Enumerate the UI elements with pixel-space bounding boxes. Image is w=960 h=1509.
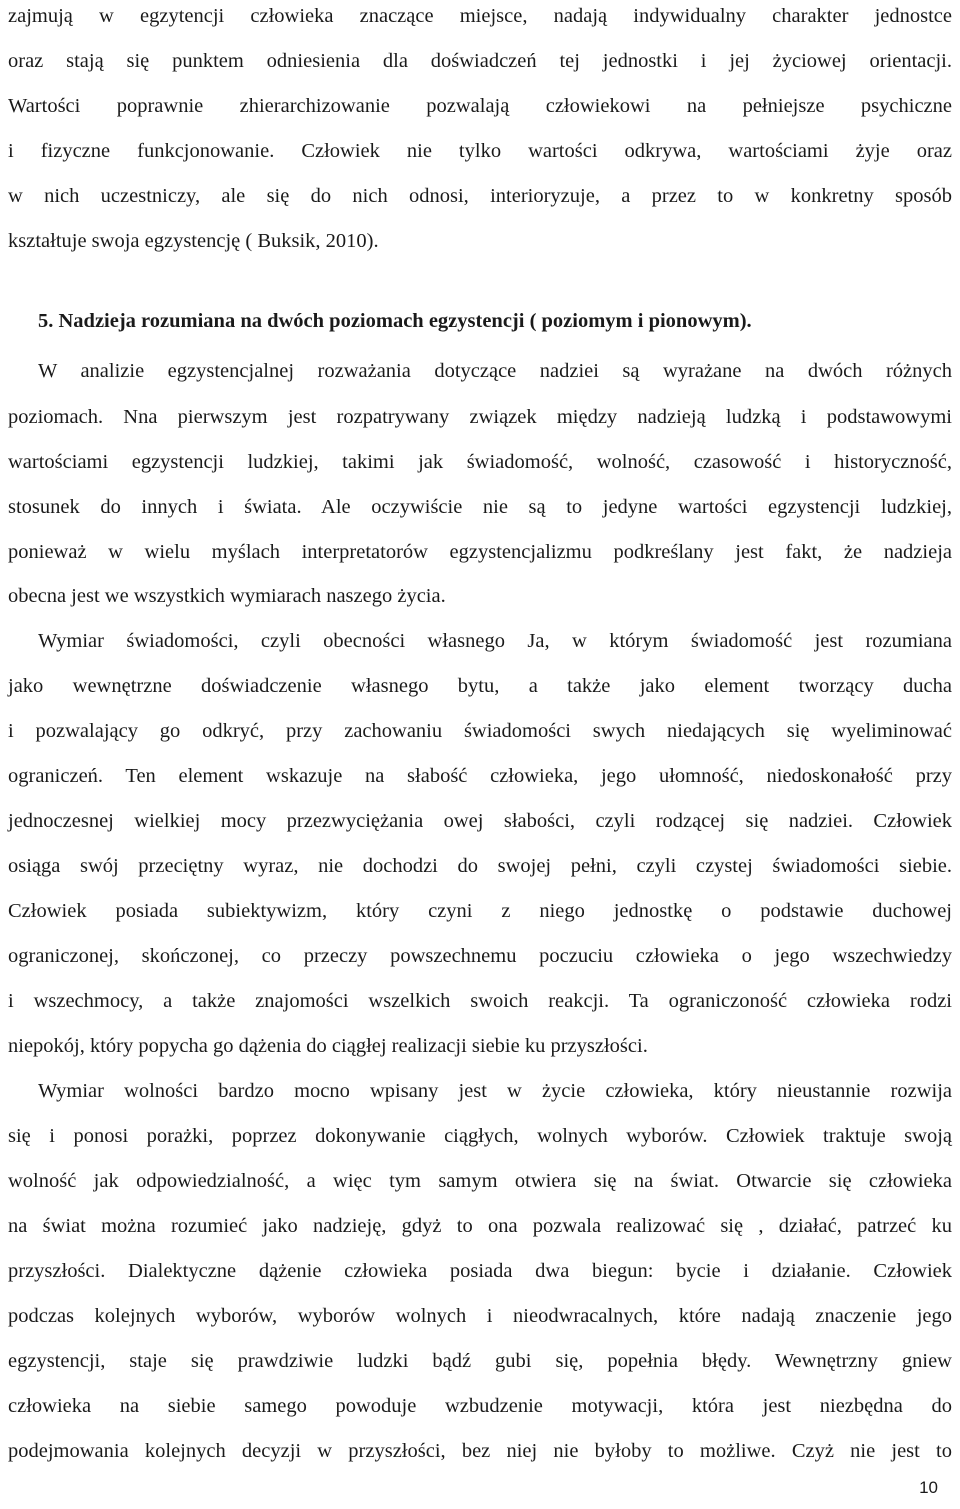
text-line-10: wartościami egzystencji ludzkiej, takimi jak świadomość, wolność, czasowość i historyczność, (8, 451, 952, 473)
text-line-11: stosunek do innych i świata. Ale oczywiście nie są to jedyne wartości egzystencji ludzkiej, (8, 496, 952, 518)
text-line-14: Wymiar świadomości, czyli obecności własnego Ja, w którym świadomość jest rozumiana (38, 630, 952, 652)
text-line-26: wolność jak odpowiedzialność, a więc tym samym otwiera się na świat. Otwarcie się człowieka (8, 1170, 952, 1192)
text-line-18: jednoczesnej wielkiej mocy przezwyciężania owej słabości, czyli rodzącej się nadziei. Człowiek (8, 810, 952, 832)
text-line-16: i pozwalający go odkryć, przy zachowaniu świadomości swych niedających się wyeliminować (8, 720, 952, 742)
text-line-3: Wartości poprawnie zhierarchizowanie pozwalają człowiekowi na pełniejsze psychiczne (8, 95, 952, 117)
text-line-30: egzystencji, staje się prawdziwie ludzki bądź gubi się, popełnia błędy. Wewnętrzny gniew (8, 1350, 952, 1372)
page-number: 10 (919, 1478, 938, 1497)
section-heading: 5. Nadzieja rozumiana na dwóch poziomach egzystencji ( poziomym i pionowym). (38, 310, 752, 332)
text-line-19: osiąga swój przeciętny wyraz, nie dochodzi do swojej pełni, czyli czystej świadomości siebie. (8, 855, 952, 877)
text-line-32: podejmowania kolejnych decyzji w przyszłości, bez niej nie byłoby to możliwe. Czyż nie jest to (8, 1440, 952, 1462)
text-line-9: poziomach. Nna pierwszym jest rozpatrywany związek między nadzieją ludzką i podstawowymi (8, 406, 952, 428)
text-line-1: zajmują w egzytencji człowieka znaczące miejsce, nadają indywidualny charakter jednostce (8, 5, 952, 27)
text-line-6: kształtuje swoja egzystencję ( Buksik, 2010). (8, 230, 379, 252)
text-line-29: podczas kolejnych wyborów, wyborów wolnych i nieodwracalnych, które nadają znaczenie jego (8, 1305, 952, 1327)
text-line-31: człowieka na siebie samego powoduje wzbudzenie motywacji, która jest niezbędna do (8, 1395, 952, 1417)
text-line-20: Człowiek posiada subiektywizm, który czyni z niego jednostkę o podstawie duchowej (8, 900, 952, 922)
text-line-12: ponieważ w wielu myślach interpretatorów egzystencjalizmu podkreślany jest fakt, że nadzieja (8, 541, 952, 563)
text-line-25: się i ponosi porażki, poprzez dokonywanie ciągłych, wolnych wyborów. Człowiek traktuje swoją (8, 1125, 952, 1147)
text-line-15: jako wewnętrzne doświadczenie własnego bytu, a także jako element tworzący ducha (8, 675, 952, 697)
text-line-2: oraz stają się punktem odniesienia dla doświadczeń tej jednostki i jej życiowej orientacji. (8, 50, 952, 72)
text-line-5: w nich uczestniczy, ale się do nich odnosi, interioryzuje, a przez to w konkretny sposób (8, 185, 952, 207)
text-line-23: niepokój, który popycha go dążenia do ciągłej realizacji siebie ku przyszłości. (8, 1035, 648, 1057)
text-line-28: przyszłości. Dialektyczne dążenie człowieka posiada dwa biegun: bycie i działanie. Człowiek (8, 1260, 952, 1282)
text-line-22: i wszechmocy, a także znajomości wszelkich swoich reakcji. Ta ograniczoność człowieka rodzi (8, 990, 952, 1012)
text-line-24: Wymiar wolności bardzo mocno wpisany jest w życie człowieka, który nieustannie rozwija (38, 1080, 952, 1102)
text-line-8: W analizie egzystencjalnej rozważania dotyczące nadziei są wyrażane na dwóch różnych (38, 360, 952, 382)
text-line-13: obecna jest we wszystkich wymiarach naszego życia. (8, 585, 446, 607)
text-line-4: i fizyczne funkcjonowanie. Człowiek nie tylko wartości odkrywa, wartościami żyje oraz (8, 140, 952, 162)
text-line-21: ograniczonej, skończonej, co przeczy powszechnemu poczuciu człowieka o jego wszechwiedzy (8, 945, 952, 967)
text-line-27: na świat można rozumieć jako nadzieję, gdyż to ona pozwala realizować się , działać, patrzeć ku (8, 1215, 952, 1237)
text-line-17: ograniczeń. Ten element wskazuje na słabość człowieka, jego ułomność, niedoskonałość przy (8, 765, 952, 787)
